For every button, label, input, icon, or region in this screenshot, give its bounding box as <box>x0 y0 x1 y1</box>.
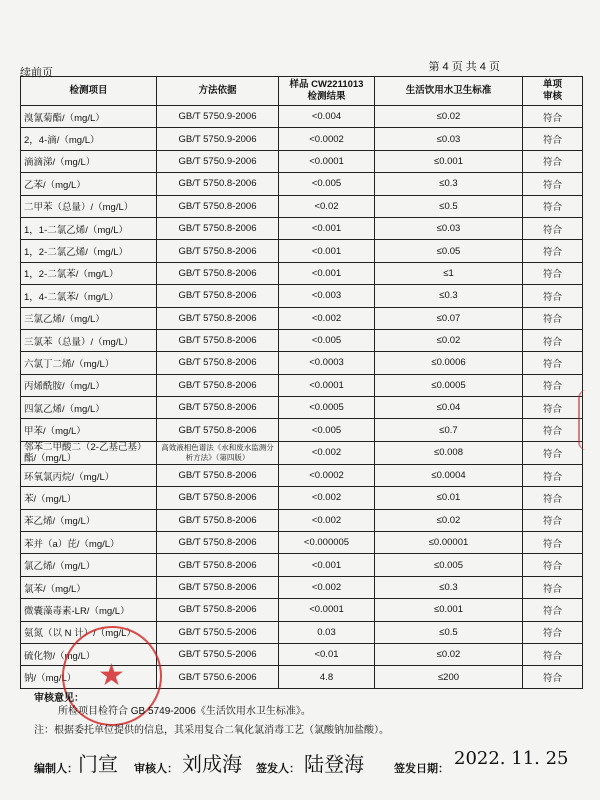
row-standard: ≤0.03 <box>375 128 523 150</box>
row-result: <0.002 <box>279 576 375 598</box>
row-result: <0.02 <box>279 195 375 217</box>
row-judgement: 符合 <box>523 217 583 239</box>
table-row <box>21 419 583 441</box>
header-standard: 生活饮用水卫生标准 <box>375 77 523 106</box>
row-item: 苯/（mg/L） <box>21 487 157 509</box>
row-standard: ≤0.3 <box>375 173 523 195</box>
date-value: 2022. 11. 25 <box>454 748 569 769</box>
row-method: GB/T 5750.8-2006 <box>157 532 279 554</box>
row-standard: ≤0.5 <box>375 195 523 217</box>
row-standard: ≤0.02 <box>375 509 523 531</box>
header-judgement <box>523 77 583 106</box>
row-item: 溴氰菊酯/（mg/L） <box>21 106 157 128</box>
row-item: 四氯乙烯/（mg/L） <box>21 397 157 419</box>
row-method: GB/T 5750.8-2006 <box>157 195 279 217</box>
table-row <box>21 532 583 554</box>
table-row <box>21 464 583 486</box>
review-text: 所检项目检符合 GB 5749-2006《生活饮用水卫生标准》。 <box>58 706 311 717</box>
row-method: GB/T 5750.9-2006 <box>157 128 279 150</box>
row-judgement: 符合 <box>523 487 583 509</box>
row-result: <0.005 <box>279 419 375 441</box>
row-standard: ≤0.03 <box>375 217 523 239</box>
row-judgement: 符合 <box>523 576 583 598</box>
row-judgement: 符合 <box>523 599 583 621</box>
row-standard: ≤0.02 <box>375 643 523 665</box>
row-method: GB/T 5750.8-2006 <box>157 262 279 284</box>
date-label: 签发日期： <box>394 763 449 775</box>
row-standard: ≤0.0004 <box>375 464 523 486</box>
row-standard: ≤200 <box>375 666 523 688</box>
row-result: <0.0001 <box>279 150 375 172</box>
row-item: 氯乙烯/（mg/L） <box>21 554 157 576</box>
row-judgement: 符合 <box>523 150 583 172</box>
row-result: 4.8 <box>279 666 375 688</box>
page-number: 第 4 页 共 4 页 <box>428 61 500 73</box>
compiler-signature: 门宣 <box>78 752 118 776</box>
row-judgement: 符合 <box>523 128 583 150</box>
row-result: <0.0002 <box>279 464 375 486</box>
binding-mark <box>578 390 594 450</box>
results-table <box>20 76 583 689</box>
row-method: GB/T 5750.8-2006 <box>157 509 279 531</box>
row-judgement: 符合 <box>523 374 583 396</box>
row-item: 1，2-二氯苯/（mg/L） <box>21 262 157 284</box>
row-judgement: 符合 <box>523 352 583 374</box>
row-judgement: 符合 <box>523 643 583 665</box>
row-standard: ≤0.7 <box>375 419 523 441</box>
table-row <box>21 352 583 374</box>
table-row <box>21 554 583 576</box>
reviewer-signature: 刘成海 <box>182 752 242 776</box>
row-standard: ≤0.005 <box>375 554 523 576</box>
row-item: 滴滴涕/（mg/L） <box>21 150 157 172</box>
row-method: GB/T 5750.8-2006 <box>157 217 279 239</box>
row-judgement: 符合 <box>523 464 583 486</box>
row-judgement: 符合 <box>523 285 583 307</box>
header-result-line1: 样品 CW2211013 <box>289 79 364 90</box>
row-method: GB/T 5750.8-2006 <box>157 173 279 195</box>
row-standard: ≤0.008 <box>375 441 523 464</box>
row-standard: ≤1 <box>375 262 523 284</box>
row-method: GB/T 5750.5-2006 <box>157 621 279 643</box>
row-item: 硫化物/（mg/L） <box>21 643 157 665</box>
row-result: <0.002 <box>279 509 375 531</box>
row-item: 乙苯/（mg/L） <box>21 173 157 195</box>
row-item: 环氧氯丙烷/（mg/L） <box>21 464 157 486</box>
table-row <box>21 285 583 307</box>
row-judgement: 符合 <box>523 666 583 688</box>
header-item: 检测项目 <box>21 77 157 106</box>
row-judgement: 符合 <box>523 329 583 351</box>
table-row <box>21 173 583 195</box>
row-method: GB/T 5750.8-2006 <box>157 397 279 419</box>
row-judgement: 符合 <box>523 621 583 643</box>
row-item: 三氯苯（总量）/（mg/L） <box>21 329 157 351</box>
row-judgement: 符合 <box>523 419 583 441</box>
row-result: <0.0001 <box>279 374 375 396</box>
row-result: <0.0005 <box>279 397 375 419</box>
header-result-line2: 检测结果 <box>307 91 346 102</box>
table-row <box>21 329 583 351</box>
row-item: 钠/（mg/L） <box>21 666 157 688</box>
row-standard: ≤0.001 <box>375 599 523 621</box>
row-item: 三氯乙烯/（mg/L） <box>21 307 157 329</box>
table-row <box>21 217 583 239</box>
row-judgement: 符合 <box>523 532 583 554</box>
row-item: 二甲苯（总量）/（mg/L） <box>21 195 157 217</box>
row-result: <0.0001 <box>279 599 375 621</box>
seal-star-icon: ★ <box>98 659 125 692</box>
row-method: GB/T 5750.9-2006 <box>157 150 279 172</box>
row-judgement: 符合 <box>523 554 583 576</box>
header-method: 方法依据 <box>157 77 279 106</box>
row-result: <0.002 <box>279 441 375 464</box>
row-standard: ≤0.001 <box>375 150 523 172</box>
row-standard: ≤0.07 <box>375 307 523 329</box>
row-item: 1，2-二氯乙烯/（mg/L） <box>21 240 157 262</box>
table-body <box>21 106 583 689</box>
row-method: GB/T 5750.8-2006 <box>157 599 279 621</box>
table-row <box>21 509 583 531</box>
row-result: <0.001 <box>279 240 375 262</box>
row-result: <0.005 <box>279 329 375 351</box>
row-result: <0.001 <box>279 262 375 284</box>
row-result: <0.003 <box>279 285 375 307</box>
row-method: GB/T 5750.8-2006 <box>157 240 279 262</box>
row-method: GB/T 5750.5-2006 <box>157 643 279 665</box>
row-method: GB/T 5750.8-2006 <box>157 576 279 598</box>
row-method: GB/T 5750.8-2006 <box>157 329 279 351</box>
row-judgement: 符合 <box>523 173 583 195</box>
table-header-row <box>21 77 583 106</box>
row-result: <0.002 <box>279 307 375 329</box>
row-item: 氨氮（以 N 计）/（mg/L） <box>21 621 157 643</box>
row-item: 甲苯/（mg/L） <box>21 419 157 441</box>
table-row <box>21 106 583 128</box>
row-standard: ≤0.01 <box>375 487 523 509</box>
row-result: <0.002 <box>279 487 375 509</box>
row-item: 六氯丁二烯/（mg/L） <box>21 352 157 374</box>
row-standard: ≤0.3 <box>375 576 523 598</box>
row-method: GB/T 5750.8-2006 <box>157 352 279 374</box>
signer-signature: 陆登海 <box>304 752 364 776</box>
row-item: 邻苯二甲酸二（2-乙基己基）酯/（mg/L） <box>21 441 157 464</box>
row-item: 微囊藻毒素-LR/（mg/L） <box>21 599 157 621</box>
row-result: 0.03 <box>279 621 375 643</box>
row-item: 氯苯/（mg/L） <box>21 576 157 598</box>
row-standard: ≤0.02 <box>375 329 523 351</box>
row-result: <0.001 <box>279 217 375 239</box>
row-standard: ≤0.0006 <box>375 352 523 374</box>
table-row <box>21 150 583 172</box>
row-judgement: 符合 <box>523 262 583 284</box>
row-item: 苯乙烯/（mg/L） <box>21 509 157 531</box>
row-standard: ≤0.5 <box>375 621 523 643</box>
row-standard: ≤0.04 <box>375 397 523 419</box>
row-method: GB/T 5750.8-2006 <box>157 285 279 307</box>
compiler-label: 编制人： <box>34 763 78 775</box>
row-result: <0.0002 <box>279 128 375 150</box>
row-judgement: 符合 <box>523 397 583 419</box>
table-row <box>21 307 583 329</box>
row-judgement: 符合 <box>523 106 583 128</box>
table-row <box>21 240 583 262</box>
row-judgement: 符合 <box>523 240 583 262</box>
row-standard: ≤0.3 <box>375 285 523 307</box>
row-method: GB/T 5750.6-2006 <box>157 666 279 688</box>
note: 注：根据委托单位提供的信息，其采用复合二氧化氯消毒工艺（氯酸钠加盐酸）。 <box>34 725 389 736</box>
row-method: GB/T 5750.9-2006 <box>157 106 279 128</box>
table-row <box>21 195 583 217</box>
row-method: GB/T 5750.8-2006 <box>157 554 279 576</box>
row-standard: ≤0.00001 <box>375 532 523 554</box>
continued-label: 续前页 <box>20 67 53 79</box>
table-row <box>21 262 583 284</box>
row-result: <0.005 <box>279 173 375 195</box>
row-method: GB/T 5750.8-2006 <box>157 419 279 441</box>
table-row <box>21 374 583 396</box>
table-row <box>21 397 583 419</box>
row-judgement: 符合 <box>523 509 583 531</box>
signer-label: 签发人： <box>256 763 300 775</box>
row-item: 2，4-滴/（mg/L） <box>21 128 157 150</box>
header-result <box>279 77 375 106</box>
table-row <box>21 599 583 621</box>
row-result: <0.004 <box>279 106 375 128</box>
row-item: 苯并（a）芘/（mg/L） <box>21 532 157 554</box>
row-judgement: 符合 <box>523 307 583 329</box>
row-item: 1，1-二氯乙烯/（mg/L） <box>21 217 157 239</box>
reviewer-label: 审核人： <box>134 763 178 775</box>
row-standard: ≤0.0005 <box>375 374 523 396</box>
row-method: GB/T 5750.8-2006 <box>157 374 279 396</box>
row-result: <0.01 <box>279 643 375 665</box>
table-row <box>21 487 583 509</box>
header-judgement-line2: 审核 <box>542 91 562 102</box>
table-row <box>21 576 583 598</box>
row-method: 高效液相色谱法《水和废水监测分析方法》（第四版） <box>157 441 279 464</box>
row-item: 1，4-二氯苯/（mg/L） <box>21 285 157 307</box>
row-item: 丙烯酰胺/（mg/L） <box>21 374 157 396</box>
header-judgement-line1: 单项 <box>542 79 562 90</box>
table-row <box>21 441 583 464</box>
row-standard: ≤0.05 <box>375 240 523 262</box>
row-judgement: 符合 <box>523 441 583 464</box>
row-method: GB/T 5750.8-2006 <box>157 487 279 509</box>
row-result: <0.001 <box>279 554 375 576</box>
row-result: <0.0003 <box>279 352 375 374</box>
row-method: GB/T 5750.8-2006 <box>157 307 279 329</box>
row-result: <0.000005 <box>279 532 375 554</box>
table-row <box>21 128 583 150</box>
row-standard: ≤0.02 <box>375 106 523 128</box>
row-method: GB/T 5750.8-2006 <box>157 464 279 486</box>
review-title: 审核意见： <box>34 693 84 704</box>
row-judgement: 符合 <box>523 195 583 217</box>
